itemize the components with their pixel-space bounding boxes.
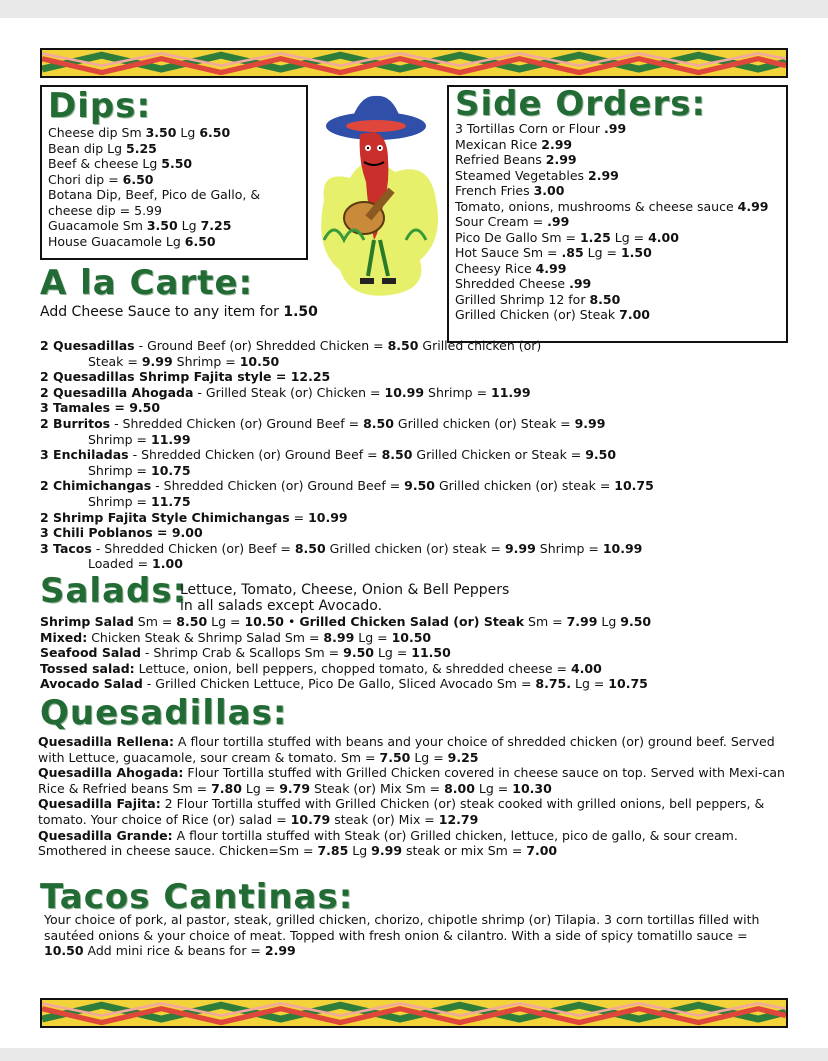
item-text: Shrimp =: [424, 384, 492, 400]
item-text: Lg =: [474, 780, 513, 796]
salads-title: Salads:: [40, 571, 188, 611]
item-text: Shrimp =: [535, 540, 603, 556]
item-text: Lg: [177, 218, 201, 233]
side-order-item: [455, 137, 780, 153]
bold-text: 8.75.: [535, 676, 571, 692]
bold-text: Quesadilla Rellena:: [38, 734, 174, 749]
bold-text: Quesadilla Fajita:: [38, 796, 161, 812]
dips-item: [48, 172, 300, 188]
bold-text: 8.50: [381, 447, 413, 463]
cheese-sauce-note-text: Add Cheese Sauce to any item for: [40, 304, 284, 320]
item-text: Guacamole Sm: [48, 218, 147, 233]
bold-text: 8.50: [387, 338, 419, 353]
price: 7.00: [619, 307, 650, 322]
item-text: cheese dip = 5.99: [48, 202, 162, 218]
bold-text: 7.50: [379, 749, 411, 765]
item-text: - Ground Beef (or) Shredded Chicken =: [134, 338, 388, 353]
cheese-sauce-note: [40, 304, 318, 320]
side-order-item: [455, 152, 780, 168]
item-text: steak (or) Mix =: [330, 811, 439, 827]
side-orders-section: [447, 85, 788, 343]
a-la-carte-item: [40, 556, 800, 572]
salads-desc-line2: in all salads except Avocado.: [180, 598, 383, 614]
dips-section: [40, 85, 308, 260]
item-text: Pico De Gallo Sm =: [455, 229, 580, 245]
bold-text: 9.50: [620, 614, 652, 629]
item-text: Lg: [348, 843, 372, 859]
bold-text: 4.00: [570, 660, 602, 676]
salad-item: [40, 676, 800, 692]
side-orders-title: Side Orders:: [455, 84, 707, 124]
bold-text: 9.50: [404, 478, 435, 494]
bold-text: 10.99: [602, 540, 643, 556]
item-text: Loaded =: [88, 556, 153, 572]
bold-text: 8.50: [176, 614, 208, 629]
a-la-carte-item: [40, 541, 800, 557]
a-la-carte-list: [40, 338, 800, 572]
bold-text: 10.75: [608, 676, 648, 692]
salad-item: [40, 661, 800, 677]
bold-text: Quesadilla Grande:: [38, 827, 173, 843]
bold-text: 10.75: [151, 462, 191, 478]
item-text: A flour tortilla stuffed with beans and your choice of shredded chicken (or) ground beef. Served with Lettuce, guacamole, sour cream & tomato. Sm =: [38, 734, 775, 765]
bold-text: 10.99: [384, 384, 425, 400]
bold-text: 9.99: [504, 540, 536, 556]
menu-page: [0, 18, 828, 1048]
item-text: Cheesy Rice: [455, 260, 536, 276]
bold-text: 7.85: [317, 843, 349, 859]
item-text: Shrimp =: [172, 353, 240, 369]
salad-item: [40, 614, 800, 630]
item-text: - Shredded Chicken (or) Beef =: [91, 540, 295, 556]
bold-text: 11.99: [151, 431, 191, 447]
a-la-carte-item: [40, 369, 800, 385]
a-la-carte-item: [40, 510, 800, 526]
bold-text: 11.50: [411, 645, 451, 661]
side-order-item: [455, 230, 780, 246]
price: 4.99: [535, 260, 567, 276]
bold-text: Tossed salad:: [40, 660, 135, 676]
dips-title: Dips:: [48, 86, 152, 126]
item-text: Lg =: [610, 229, 649, 245]
price: 3.50: [146, 218, 178, 233]
item-text: Lg =: [354, 629, 392, 645]
quesadillas-title: Quesadillas:: [40, 693, 288, 733]
item-text: steak or mix Sm =: [402, 843, 527, 859]
price: 1.25: [579, 229, 611, 245]
price: .99: [604, 121, 627, 136]
item-text: Lg =: [373, 645, 412, 661]
price: .85: [561, 245, 584, 260]
a-la-carte-item: [40, 385, 800, 401]
dips-item: [48, 218, 300, 234]
item-text: - Shrimp Crab & Scallops Sm =: [140, 645, 344, 661]
a-la-carte-item: [40, 416, 800, 432]
item-text: Botana Dip, Beef, Pico de Gallo, &: [48, 187, 261, 202]
item-text: Grilled chicken (or) steak =: [325, 540, 505, 556]
dips-item: [48, 187, 300, 203]
item-text: House Guacamole Lg: [48, 233, 185, 249]
item-text: Sour Cream =: [455, 214, 548, 229]
bold-text: 3 Enchiladas: [40, 447, 129, 463]
side-order-item: [455, 183, 780, 199]
item-text: Shrimp =: [88, 431, 152, 447]
bold-text: 2 Quesadillas: [40, 338, 135, 353]
bold-text: 7.80: [211, 780, 242, 796]
price: .99: [547, 214, 570, 229]
item-text: Beef & cheese Lg: [48, 156, 162, 171]
a-la-carte-item: [40, 463, 800, 479]
bold-text: 8.99: [323, 629, 355, 645]
item-text: Add mini rice & beans for =: [83, 943, 265, 959]
item-text: Steak (or) Mix Sm =: [310, 780, 445, 796]
item-text: Shredded Cheese: [455, 276, 570, 291]
bold-text: 11.99: [491, 384, 531, 400]
item-text: Chicken Steak & Shrimp Salad Sm =: [87, 629, 324, 645]
a-la-carte-item: [40, 494, 800, 510]
item-text: Bean dip Lg: [48, 140, 127, 156]
bold-text: 10.79: [290, 811, 331, 827]
item-text: Grilled chicken (or) steak =: [435, 478, 615, 494]
price: 8.50: [589, 291, 621, 307]
price: 4.99: [737, 198, 769, 214]
a-la-carte-item: [40, 447, 800, 463]
bold-text: Shrimp Salad: [40, 614, 134, 629]
quesadillas-list: [38, 734, 798, 859]
salads-list: [40, 614, 800, 692]
bold-text: 3 Tamales = 9.50: [40, 400, 161, 416]
bold-text: 8.50: [363, 415, 394, 431]
dips-item: [48, 203, 300, 219]
item-text: Shrimp =: [88, 493, 152, 509]
item-text: Lg: [176, 125, 200, 140]
quesadilla-item: [38, 765, 798, 796]
item-text: Lg =: [207, 614, 245, 629]
item-text: Lg =: [241, 780, 280, 796]
item-text: - Shredded Chicken (or) Ground Beef =: [128, 447, 382, 463]
item-text: Lg: [597, 614, 621, 629]
price: 5.50: [161, 156, 193, 171]
item-text: Lg =: [571, 676, 609, 692]
quesadilla-item: [38, 828, 798, 859]
item-text: Grilled chicken (or) Steak =: [393, 415, 575, 431]
side-order-item: [455, 276, 780, 292]
a-la-carte-item: [40, 354, 800, 370]
item-text: Flour Tortilla stuffed with Grilled Chicken covered in cheese sauce on top. Served with Mexi-can Rice & Refried beans Sm =: [38, 765, 785, 796]
price: 4.00: [648, 229, 679, 245]
a-la-carte-item: [40, 400, 800, 416]
bold-text: Avocado Salad: [40, 676, 143, 692]
side-order-item: [455, 245, 780, 261]
bold-text: Mixed:: [40, 629, 88, 645]
side-order-item: [455, 168, 780, 184]
bold-text: 10.50: [391, 629, 432, 645]
dips-item: [48, 156, 300, 172]
side-orders-list: [455, 121, 780, 323]
zigzag-border-top: [40, 48, 788, 78]
item-text: Steak =: [88, 353, 142, 369]
bold-text: 9.99: [574, 415, 606, 431]
chili-pepper-mariachi-icon: [310, 90, 446, 308]
item-text: A flour tortilla stuffed with Steak (or) Grilled chicken, lettuce, pico de gallo, & sour cream. Smothered in cheese sauce. Chicken=Sm =: [38, 827, 738, 859]
salad-item: [40, 645, 800, 661]
price: .99: [569, 276, 592, 291]
dips-item: [48, 125, 300, 141]
bold-text: 10.50: [44, 943, 84, 959]
bold-text: 2 Chimichangas: [40, 478, 152, 494]
item-text: - Grilled Chicken Lettuce, Pico De Gallo, Sliced Avocado Sm =: [142, 676, 536, 692]
item-text: Chori dip =: [48, 171, 123, 187]
bold-text: 7.99: [566, 614, 598, 629]
bold-text: 9.50: [343, 645, 374, 661]
side-order-item: [455, 199, 780, 215]
bold-text: 12.79: [438, 811, 479, 827]
item-text: - Shredded Chicken (or) Ground Beef =: [110, 415, 364, 431]
price: 3.00: [533, 183, 565, 198]
bold-text: Quesadilla Ahogada:: [38, 765, 184, 781]
price: 7.25: [200, 218, 232, 233]
item-text: Hot Sauce Sm =: [455, 245, 562, 260]
item-text: Grilled chicken (or): [418, 338, 542, 353]
item-text: Grilled Chicken or Steak =: [412, 447, 586, 463]
a-la-carte-item: [40, 525, 800, 541]
a-la-carte-item: [40, 338, 800, 354]
item-text: Lg =: [410, 749, 448, 765]
bold-text: 9.79: [279, 780, 311, 796]
bold-text: 2 Shrimp Fajita Style Chimichangas: [40, 509, 290, 525]
item-text: 3 Tortillas Corn or Flour: [455, 121, 604, 136]
salads-description: [180, 582, 509, 614]
item-text: 2 Flour Tortilla stuffed with Grilled Chicken (or) steak cooked with grilled onions, bell peppers, & tomato. Your choice of Rice (or) salad =: [38, 796, 765, 827]
salad-item: [40, 630, 800, 646]
bold-text: 2 Quesadillas Shrimp Fajita style = 12.25: [40, 369, 331, 385]
price: 6.50: [184, 233, 216, 249]
bold-text: 7.00: [526, 843, 558, 859]
quesadilla-item: [38, 796, 798, 827]
price: 5.25: [126, 140, 157, 156]
bold-text: 8.50: [294, 540, 326, 556]
salads-desc-line1: Lettuce, Tomato, Cheese, Onion & Bell Peppers: [180, 582, 510, 598]
item-text: •: [283, 614, 300, 629]
bold-text: 10.99: [308, 509, 348, 525]
zigzag-border-bottom: [40, 998, 788, 1028]
bold-text: 10.50: [239, 353, 280, 369]
price: 3.50: [145, 125, 177, 140]
side-order-item: [455, 214, 780, 230]
item-text: Steamed Vegetables: [455, 167, 589, 183]
price: 1.50: [620, 245, 652, 260]
item-text: Refried Beans: [455, 152, 546, 167]
item-text: Cheese dip Sm: [48, 125, 146, 140]
item-text: Shrimp =: [88, 462, 152, 478]
item-text: - Shredded Chicken (or) Ground Beef =: [151, 478, 405, 494]
item-text: Grilled Shrimp 12 for: [455, 291, 590, 307]
bold-text: 3 Chili Poblanos = 9.00: [40, 525, 203, 541]
bold-text: 9.25: [447, 749, 479, 765]
dips-item: [48, 234, 300, 250]
bold-text: 11.75: [151, 493, 191, 509]
bold-text: Seafood Salad: [40, 645, 141, 661]
price: 2.99: [588, 167, 619, 183]
bold-text: 3 Tacos: [40, 540, 92, 556]
price: 6.50: [122, 171, 154, 187]
bold-text: 9.50: [585, 447, 617, 463]
bold-text: 9.99: [141, 353, 173, 369]
price: 2.99: [541, 136, 573, 152]
bold-text: Grilled Chicken Salad (or) Steak: [299, 614, 525, 629]
item-text: =: [289, 509, 309, 525]
a-la-carte-item: [40, 432, 800, 448]
item-text: Tomato, onions, mushrooms & cheese sauce: [455, 198, 738, 214]
item-text: French Fries: [455, 183, 534, 198]
a-la-carte-title: A la Carte:: [40, 263, 254, 303]
side-order-item: [455, 292, 780, 308]
quesadilla-item: [38, 734, 798, 765]
bold-text: 10.30: [512, 780, 552, 796]
tacos-cantinas-description: [44, 912, 784, 959]
bold-text: 2 Burritos: [40, 415, 111, 431]
bold-text: 2 Quesadilla Ahogada: [40, 384, 194, 400]
item-text: Grilled Chicken (or) Steak: [455, 307, 620, 322]
side-order-item: [455, 261, 780, 277]
dips-item: [48, 141, 300, 157]
bold-text: 10.50: [244, 614, 284, 629]
side-order-item: [455, 307, 780, 323]
bold-text: 2.99: [264, 943, 296, 959]
a-la-carte-item: [40, 478, 800, 494]
price: 6.50: [199, 125, 231, 140]
bold-text: 8.00: [444, 780, 475, 796]
tacos-cantinas-title: Tacos Cantinas:: [40, 877, 354, 917]
item-text: Sm =: [133, 614, 177, 629]
price: 2.99: [545, 152, 577, 167]
item-text: Sm =: [524, 614, 567, 629]
side-order-item: [455, 121, 780, 137]
item-text: Mexican Rice: [455, 136, 542, 152]
bold-text: 1.00: [152, 556, 183, 572]
item-text: Lettuce, onion, bell peppers, chopped tomato, & shredded cheese =: [134, 660, 571, 676]
item-text: Lg =: [583, 245, 621, 260]
dips-list: [48, 125, 300, 249]
item-text: Your choice of pork, al pastor, steak, grilled chicken, chorizo, chipotle shrimp (or) Tilapia. 3 corn tortillas filled with sautéed onions & your choice of meat. Topped with fresh onion & cilantro. With a side of spicy tomatillo sauce =: [44, 912, 760, 943]
bold-text: 10.75: [614, 478, 654, 494]
cheese-sauce-price: 1.50: [283, 304, 318, 320]
bold-text: 9.99: [371, 843, 403, 859]
item-text: - Grilled Steak (or) Chicken =: [193, 384, 385, 400]
